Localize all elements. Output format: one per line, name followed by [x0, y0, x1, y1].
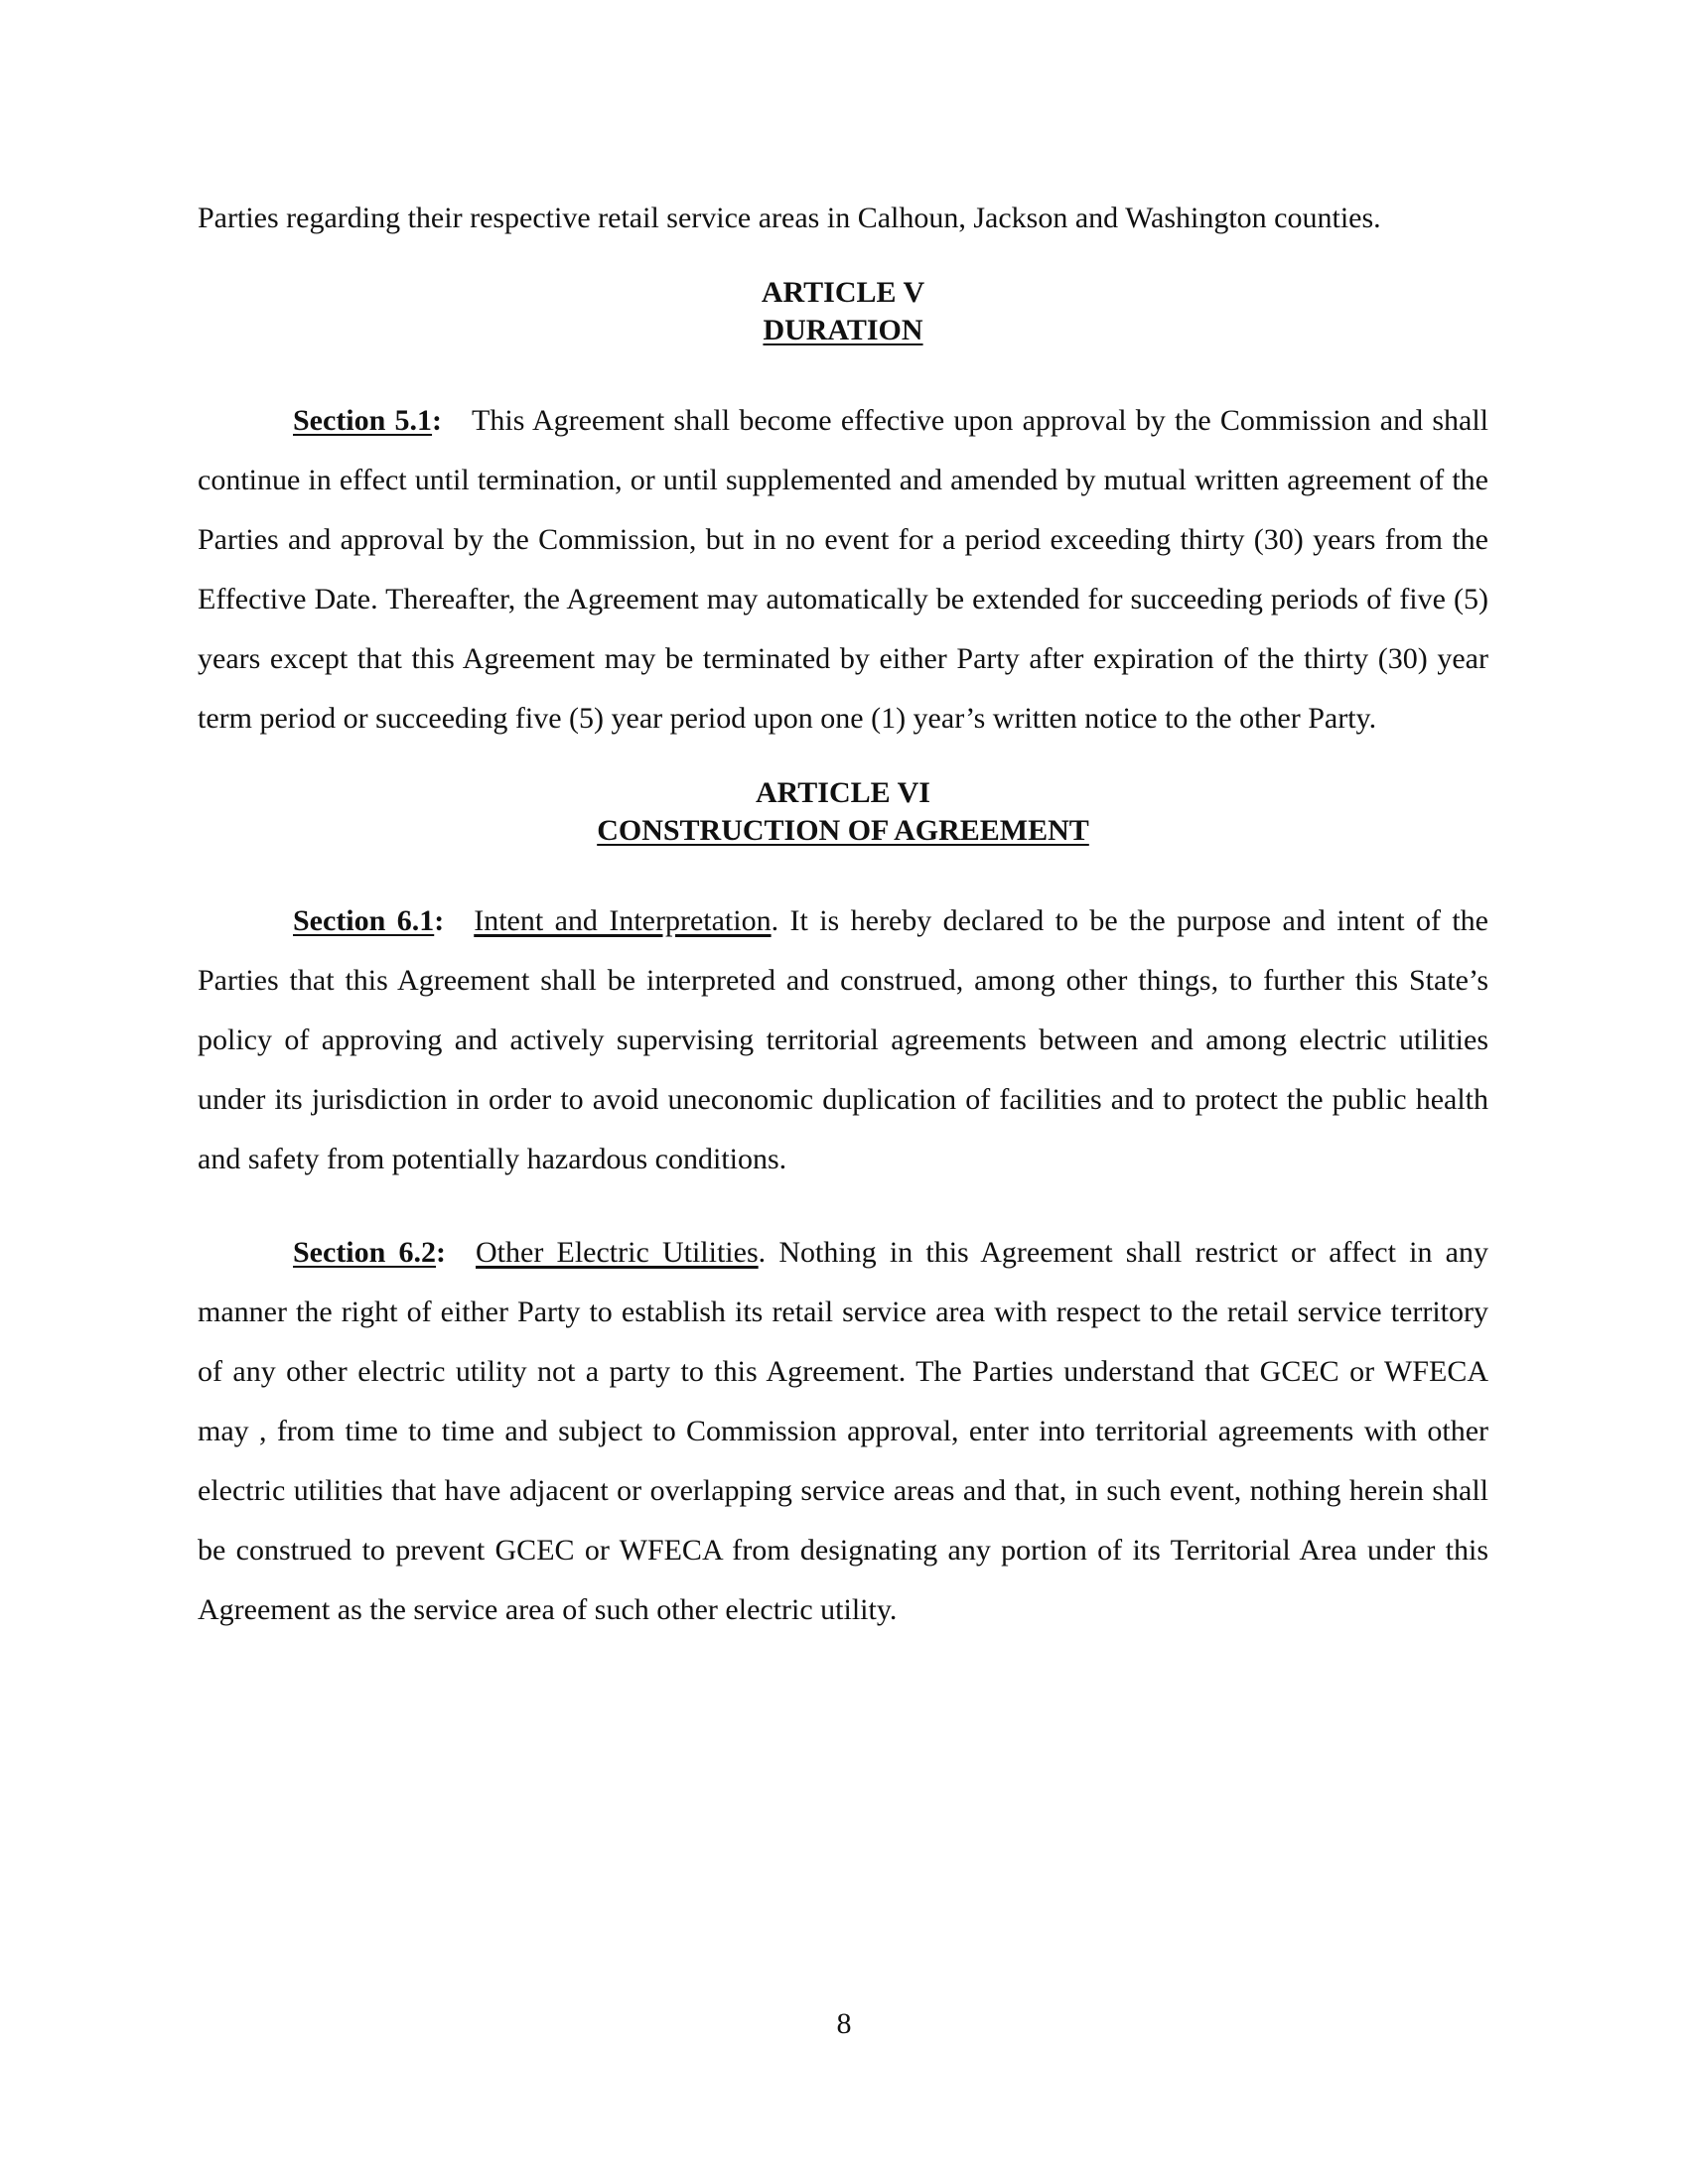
article-vi-heading [198, 774, 1488, 850]
document-page [198, 189, 1488, 1640]
article-v-heading [198, 274, 1488, 349]
section-6-1-paragraph [198, 891, 1488, 1189]
article-vi-title: CONSTRUCTION OF AGREEMENT [597, 814, 1089, 847]
article-vi-label: ARTICLE VI [756, 776, 930, 809]
section-6-2-label: Section 6.2: [293, 1236, 447, 1269]
intro-continuation-paragraph: Parties regarding their respective retail service areas in Calhoun, Jackson and Washington counties. [198, 202, 1381, 234]
article-v-label: ARTICLE V [761, 276, 925, 309]
section-5-1-paragraph [198, 391, 1488, 749]
section-5-1-text: This Agreement shall become effective upon approval by the Commission and shall continue in effect until termination, or until supplemented and amended by mutual written agreement of the Parties and approval by the Commission, but in no event for a period exceeding thirty (30) years from the Effective Date. Thereafter, the Agreement may automatically be extended for succeeding periods of five (5) years except that this Agreement may be terminated by either Party after expiration of the thirty (30) year term period or succeeding five (5) year period upon one (1) year’s written notice to the other Party. [198, 404, 1488, 735]
section-6-2-paragraph [198, 1223, 1488, 1640]
section-6-2-heading: Other Electric Utilities [476, 1236, 759, 1269]
page-number: 8 [836, 2007, 852, 2040]
section-6-1-text: . It is hereby declared to be the purpose and intent of the Parties that this Agreement shall be interpreted and construed, among other things, to further this State’s policy of approving and actively supervising territorial agreements between and among electric utilities under its jurisdiction in order to avoid uneconomic duplication of facilities and to protect the public health and safety from potentially hazardous conditions. [198, 904, 1488, 1175]
section-6-2-text: . Nothing in this Agreement shall restrict or affect in any manner the right of either Party to establish its retail service area with respect to the retail service territory of any other electric utility not a party to this Agreement. The Parties understand that GCEC or WFECA may , from time to time and subject to Commission approval, enter into territorial agreements with other electric utilities that have adjacent or overlapping service areas and that, in such event, nothing herein shall be construed to prevent GCEC or WFECA from designating any portion of its Territorial Area under this Agreement as the service area of such other electric utility. [198, 1236, 1488, 1626]
section-5-1-label: Section 5.1: [293, 404, 443, 437]
article-v-title: DURATION [763, 314, 923, 346]
section-6-1-heading: Intent and Interpretation [474, 904, 772, 937]
section-6-1-label: Section 6.1: [293, 904, 445, 937]
